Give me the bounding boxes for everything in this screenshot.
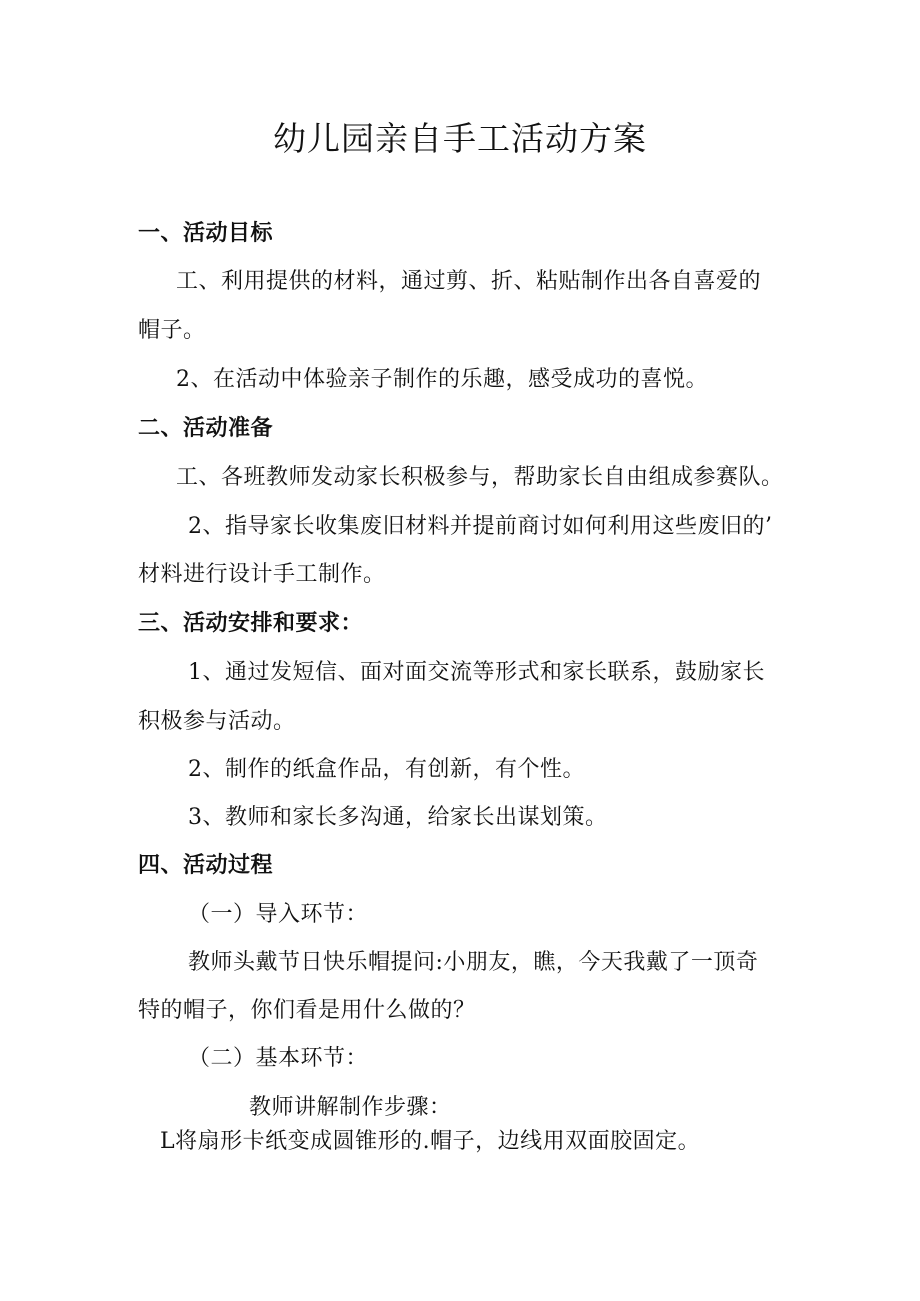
paragraph-line: 工、利用提供的材料，通过剪、折、粘贴制作出各自喜爱的 [176,269,762,294]
paragraph-line: 材料进行设计手工制作。 [138,562,386,587]
section-heading-3: 三、活动安排和要求： [138,611,364,636]
paragraph-line: 帽子。 [138,318,206,343]
section-heading-2: 二、活动准备 [138,416,274,441]
paragraph-line: 教师讲解制作步骤： [249,1095,452,1120]
paragraph-line: 2、制作的纸盒作品，有创新，有个性。 [188,757,585,782]
paragraph-line: 3、教师和家长多沟通，给家长出谋划策。 [188,805,608,830]
paragraph-line: 特的帽子，你们看是用什么做的？ [138,998,476,1023]
paragraph-line: 工、各班教师发动家长积极参与，帮助家长自由组成参赛队。 [176,465,784,490]
paragraph-line: （二）基本环节： [188,1046,369,1071]
paragraph-line: （一）导入环节： [188,902,369,927]
document-title: 幼儿园亲自手工活动方案 [273,119,647,158]
section-heading-1: 一、活动目标 [138,221,274,246]
paragraph-line: 积极参与活动。 [138,709,296,734]
paragraph-line: L将扇形卡纸变成圆锥形的.帽子，边线用双面胶固定。 [160,1129,701,1154]
paragraph-line: 2、在活动中体验亲子制作的乐趣，感受成功的喜悦。 [176,367,708,392]
paragraph-line: 教师头戴节日快乐帽提问:小朋友，瞧，今天我戴了一顶奇 [188,950,759,975]
section-heading-4: 四、活动过程 [138,853,274,878]
paragraph-line: 2、指导家长收集废旧材料并提前商讨如何利用这些废旧的’ [188,514,773,539]
paragraph-line: 1、通过发短信、面对面交流等形式和家长联系，鼓励家长 [188,660,765,685]
